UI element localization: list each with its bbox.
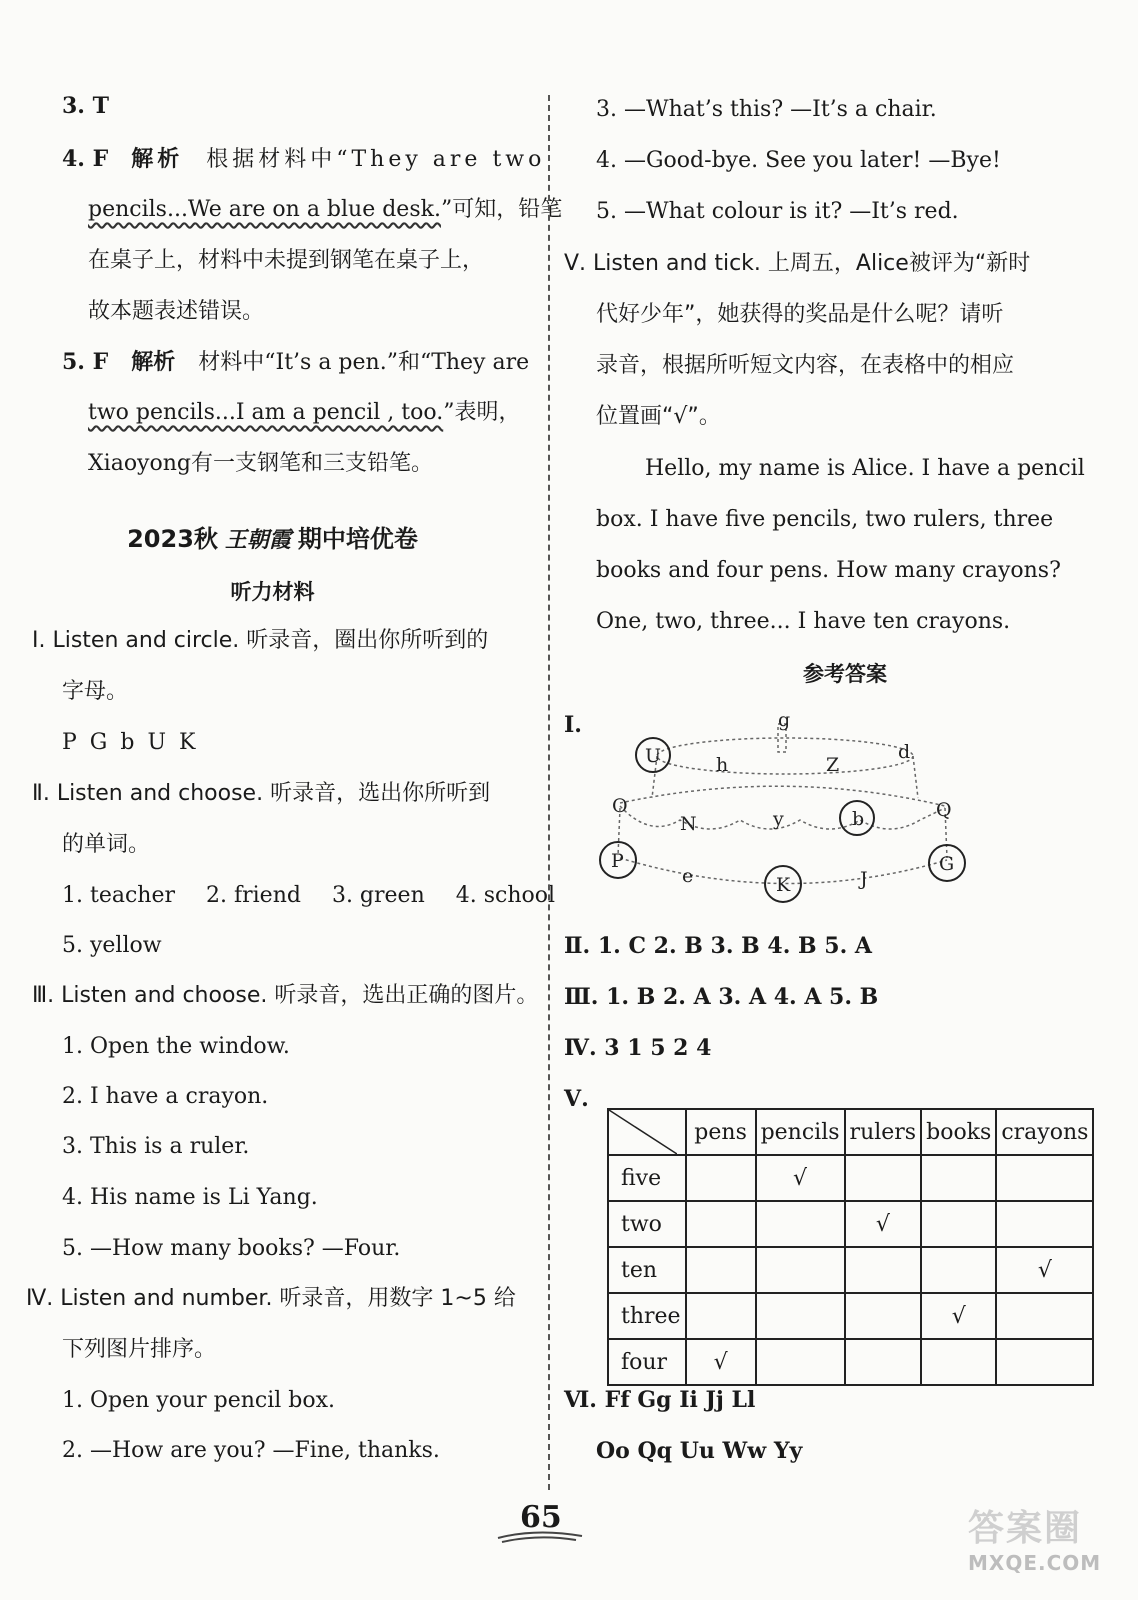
tick-cell xyxy=(686,1293,756,1339)
answer-5-cont: two pencils...I am a pencil , too.”表明， xyxy=(88,400,521,425)
tick-cell xyxy=(686,1155,756,1201)
answer-1-label: Ⅰ. xyxy=(564,712,582,738)
table-header: books xyxy=(921,1109,996,1155)
section-2-word-5: 5. yellow xyxy=(62,933,162,958)
answers-title: 参考答案 xyxy=(803,662,887,686)
section-1-heading-cont: 字母。 xyxy=(62,679,129,704)
row-label: ten xyxy=(608,1247,686,1293)
answer-5-label: Ⅴ. xyxy=(564,1086,589,1112)
tick-cell xyxy=(686,1201,756,1247)
section-3-heading: Ⅲ. Listen and choose. 听录音，选出正确的图片。 xyxy=(32,983,539,1008)
row-label: three xyxy=(608,1293,686,1339)
table-corner xyxy=(608,1109,686,1155)
table-header: crayons xyxy=(996,1109,1093,1155)
answer-4-cont3: 故本题表述错误。 xyxy=(88,299,265,324)
tick-cell xyxy=(756,1339,845,1385)
tick-cell xyxy=(921,1155,996,1201)
letter-e: e xyxy=(682,865,694,887)
tick-cell: √ xyxy=(845,1201,922,1247)
section-1-heading: Ⅰ. Listen and circle. 听录音，圈出你所听到的 xyxy=(32,628,489,653)
tick-cell xyxy=(756,1201,845,1247)
passage-line: One, two, three... I have ten crayons. xyxy=(596,609,1011,634)
section-4-item: 1. Open your pencil box. xyxy=(62,1388,336,1413)
answer-6: Ⅵ. Ff Gg Ii Jj Ll xyxy=(564,1387,756,1413)
answer-4: 4. F 解析 根据材料中“They are two xyxy=(62,146,546,172)
table-row xyxy=(608,1293,1093,1339)
letter-d: d xyxy=(898,741,911,763)
tick-cell xyxy=(921,1247,996,1293)
tick-cell xyxy=(996,1155,1093,1201)
tick-cell xyxy=(756,1293,845,1339)
letter-b: b xyxy=(852,808,865,830)
section-4-item: 4. —Good-bye. See you later! —Bye! xyxy=(596,148,1001,173)
tick-cell xyxy=(921,1339,996,1385)
tick-cell xyxy=(845,1293,922,1339)
tick-cell: √ xyxy=(996,1247,1093,1293)
section-5-heading-cont: 位置画“√”。 xyxy=(596,404,721,429)
answer-2: Ⅱ. 1. C 2. B 3. B 4. B 5. A xyxy=(564,933,872,959)
letter-cake-diagram xyxy=(590,708,970,908)
section-5-heading-cont: 代好少年”，她获得的奖品是什么呢？请听 xyxy=(596,302,1004,327)
tick-cell: √ xyxy=(686,1339,756,1385)
letter-g: g xyxy=(778,709,791,731)
exam-title: 2023秋 王朝霞 期中培优卷 xyxy=(127,525,418,553)
section-4-item: 5. —What colour is it? —It’s red. xyxy=(596,199,959,224)
watermark-logo: 答案圈 xyxy=(968,1508,1083,1549)
column-divider xyxy=(548,95,550,1490)
section-2-heading-cont: 的单词。 xyxy=(62,832,151,857)
section-subtitle: 听力材料 xyxy=(230,580,315,604)
answer-6-cont: Oo Qq Uu Ww Yy xyxy=(596,1438,803,1464)
section-4-item: 2. —How are you? —Fine, thanks. xyxy=(62,1438,440,1463)
letter-u: U xyxy=(645,745,662,767)
section-1-letters: P G b U K xyxy=(62,730,196,755)
section-3-item: 4. His name is Li Yang. xyxy=(62,1185,318,1210)
section-3-item: 2. I have a crayon. xyxy=(62,1084,269,1109)
section-5-heading: Ⅴ. Listen and tick. 上周五，Alice被评为“新时 xyxy=(564,251,1031,276)
answer-table xyxy=(607,1108,1094,1386)
watermark xyxy=(968,1500,1133,1596)
letter-p: P xyxy=(611,850,624,872)
letter-n: N xyxy=(680,813,697,835)
passage-line: Hello, my name is Alice. I have a pencil xyxy=(645,456,1085,481)
answer-3: Ⅲ. 1. B 2. A 3. A 4. A 5. B xyxy=(564,984,879,1010)
letter-y: y xyxy=(773,808,784,830)
watermark-text: MXQE.COM xyxy=(968,1551,1102,1575)
tick-cell xyxy=(845,1155,922,1201)
section-2-heading: Ⅱ. Listen and choose. 听录音，选出你所听到 xyxy=(32,781,491,806)
row-label: five xyxy=(608,1155,686,1201)
section-3-item: 5. —How many books? —Four. xyxy=(62,1236,401,1261)
tick-cell xyxy=(996,1293,1093,1339)
section-4-item: 3. —What’s this? —It’s a chair. xyxy=(596,97,937,122)
letter-q: Q xyxy=(936,799,952,821)
cake-middle-top xyxy=(620,786,945,806)
tick-cell xyxy=(996,1339,1093,1385)
tick-cell: √ xyxy=(921,1293,996,1339)
letter-h: h xyxy=(716,754,729,776)
table-header: rulers xyxy=(845,1109,922,1155)
passage-line: box. I have five pencils, two rulers, three xyxy=(596,507,1054,532)
letter-j: J xyxy=(860,868,868,890)
letter-g-circled: G xyxy=(939,853,955,875)
section-2-words: 1. teacher 2. friend 3. green 4. school xyxy=(62,883,556,908)
section-4-heading: Ⅳ. Listen and number. 听录音，用数字 1~5 给 xyxy=(26,1286,516,1311)
letter-k: K xyxy=(776,874,791,896)
tick-cell xyxy=(845,1339,922,1385)
letter-o: O xyxy=(612,795,628,817)
answer-5-cont2: Xiaoyong有一支钢笔和三支铅笔。 xyxy=(88,451,433,476)
tick-cell: √ xyxy=(756,1155,845,1201)
row-label: four xyxy=(608,1339,686,1385)
answer-4: Ⅳ. 3 1 5 2 4 xyxy=(564,1035,712,1061)
brand-stamp: 王朝霞 xyxy=(224,527,291,553)
section-3-item: 1. Open the window. xyxy=(62,1034,290,1059)
answer-4-cont: pencils...We are on a blue desk.”可知，铅笔 xyxy=(88,197,563,222)
passage-line: books and four pens. How many crayons? xyxy=(596,558,1061,583)
swoosh-icon xyxy=(496,1528,586,1546)
table-header: pens xyxy=(686,1109,756,1155)
answer-4-cont2: 在桌子上，材料中未提到钢笔在桌子上， xyxy=(88,248,485,273)
page-number: 65 xyxy=(520,1500,562,1535)
table-row xyxy=(608,1339,1093,1385)
table-header-row xyxy=(608,1109,1093,1155)
tick-cell xyxy=(756,1247,845,1293)
table-row xyxy=(608,1155,1093,1201)
tick-cell xyxy=(921,1201,996,1247)
letter-z: Z xyxy=(826,754,840,776)
answer-3: 3. T xyxy=(62,93,109,119)
answer-5: 5. F 解析 材料中“It’s a pen.”和“They are xyxy=(62,349,530,375)
row-label: two xyxy=(608,1201,686,1247)
table-row xyxy=(608,1247,1093,1293)
tick-cell xyxy=(686,1247,756,1293)
table-header: pencils xyxy=(756,1109,845,1155)
tick-cell xyxy=(845,1247,922,1293)
section-3-item: 3. This is a ruler. xyxy=(62,1134,250,1159)
table-row xyxy=(608,1201,1093,1247)
section-4-heading-cont: 下列图片排序。 xyxy=(62,1337,217,1362)
section-5-heading-cont: 录音，根据所听短文内容，在表格中的相应 xyxy=(596,353,1015,378)
tick-cell xyxy=(996,1201,1093,1247)
cake-top-ellipse xyxy=(657,738,913,774)
